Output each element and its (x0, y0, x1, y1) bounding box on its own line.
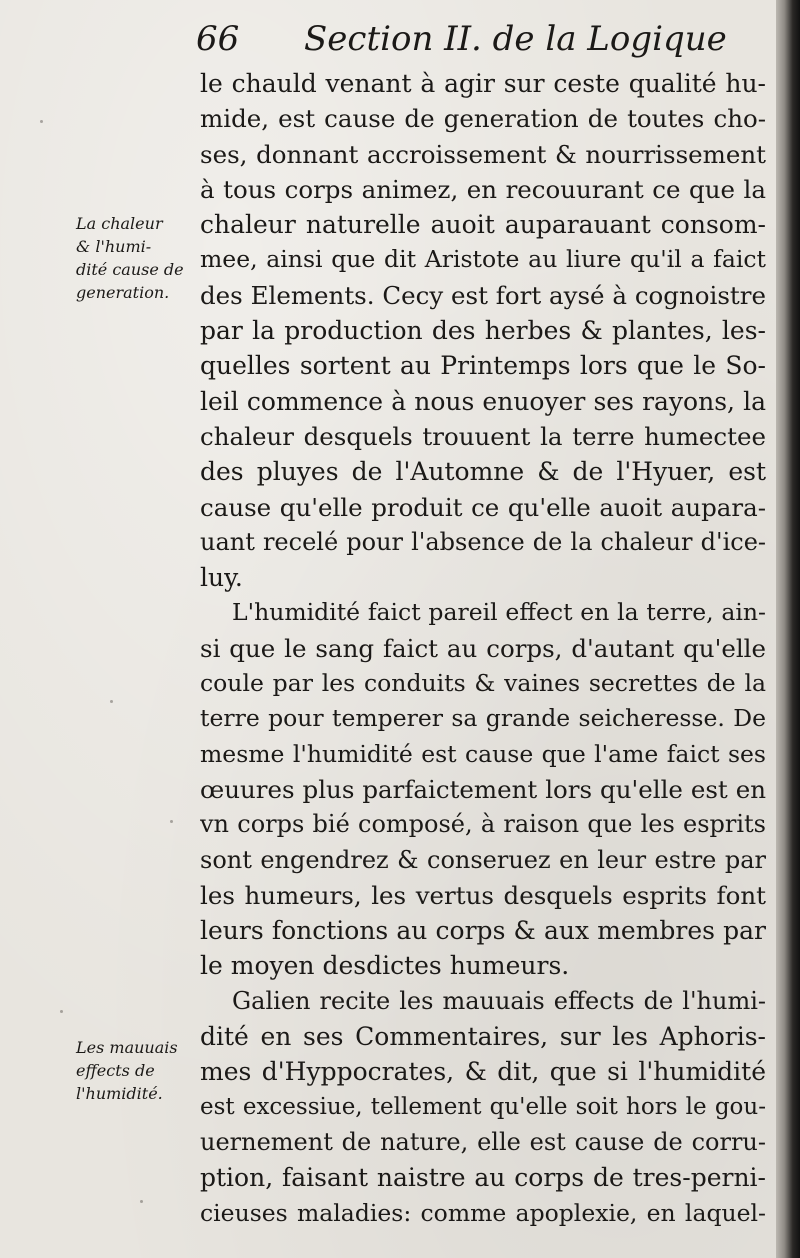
text-line: des Elements. Cecy est fort aysé à cognoistre (200, 280, 766, 310)
text-line: mee, ainsi que dit Aristote au liure qu'il a faict (200, 245, 766, 274)
text-line: cause qu'elle produit ce qu'elle auoit aupara- (200, 492, 766, 522)
text-line: sont engendrez & conseruez en leur estre par (200, 845, 766, 874)
text-line: coule par les conduits & vaines secrettes de la (200, 669, 766, 698)
text-line: œuures plus parfaictement lors qu'elle est en (200, 774, 766, 804)
text-line: Galien recite les mauuais effects de l'humi- (232, 986, 766, 1015)
page-header-title: Section II. de la Logique (304, 19, 727, 59)
text-line: leil commence à nous enuoyer ses rayons, la (200, 386, 766, 416)
text-line: uant recelé pour l'absence de la chaleur d'ice- (200, 527, 766, 556)
text-line: leurs fonctions au corps & aux membres par (200, 916, 766, 946)
paper-speck (60, 1010, 63, 1013)
margin-note-line: La chaleur (76, 214, 163, 233)
text-line: par la production des herbes & plantes, les- (200, 316, 766, 346)
text-line: quelles sortent au Printemps lors que le So- (200, 351, 766, 381)
margin-note-line: Les mauuais (76, 1038, 178, 1057)
text-line: mide, est cause de generation de toutes cho- (200, 104, 766, 134)
text-line: uernement de nature, elle est cause de corru- (200, 1127, 766, 1156)
page-gutter-shadow (776, 0, 800, 1258)
margin-note-line: & l'humi- (76, 237, 152, 256)
margin-note-chaleur (76, 212, 200, 304)
text-line: à tous corps animez, en recouurant ce que la (200, 174, 766, 204)
text-line: chaleur desquels trouuent la terre humectee (200, 421, 766, 451)
paper-speck (170, 820, 173, 823)
text-line: vn corps bié composé, à raison que les esprits (200, 810, 766, 839)
text-line: ses, donnant accroissement & nourrissement (200, 139, 766, 169)
text-line: mesme l'humidité est cause que l'ame faict ses (200, 739, 766, 768)
page-number: 66 (196, 19, 240, 59)
text-line: dité en ses Commentaires, sur les Aphoris- (200, 1022, 766, 1052)
text-line: L'humidité faict pareil effect en la terre, ain- (232, 598, 766, 627)
text-line: le moyen desdictes humeurs. (200, 951, 570, 981)
text-line: luy. (200, 563, 243, 593)
margin-note-line: dité cause de (76, 260, 184, 279)
text-line: si que le sang faict au corps, d'autant qu'elle (200, 633, 766, 663)
text-line: terre pour temperer sa grande seicheresse. De (200, 704, 766, 733)
margin-note-humidite (76, 1036, 200, 1105)
text-line: cieuses maladies: comme apoplexie, en laquel- (200, 1198, 766, 1227)
paper-speck (110, 700, 113, 703)
text-line: les humeurs, les vertus desquels esprits font (200, 880, 766, 910)
text-line: le chauld venant à agir sur ceste qualité hu- (200, 69, 766, 98)
text-line: est excessiue, tellement qu'elle soit hors le gou- (200, 1093, 766, 1120)
margin-note-line: generation. (76, 283, 170, 302)
text-line: ption, faisant naistre au corps de tres-perni- (200, 1163, 766, 1193)
body-text (200, 66, 766, 1231)
running-head (196, 14, 766, 64)
text-line: des pluyes de l'Automne & de l'Hyuer, est (200, 457, 766, 487)
margin-note-line: l'humidité. (76, 1084, 163, 1103)
paper-speck (140, 1200, 143, 1203)
text-line: mes d'Hyppocrates, & dit, que si l'humidité (200, 1057, 766, 1087)
text-line: chaleur naturelle auoit auparauant consom- (200, 210, 766, 240)
paper-speck (40, 120, 43, 123)
margin-note-line: effects de (76, 1061, 155, 1080)
